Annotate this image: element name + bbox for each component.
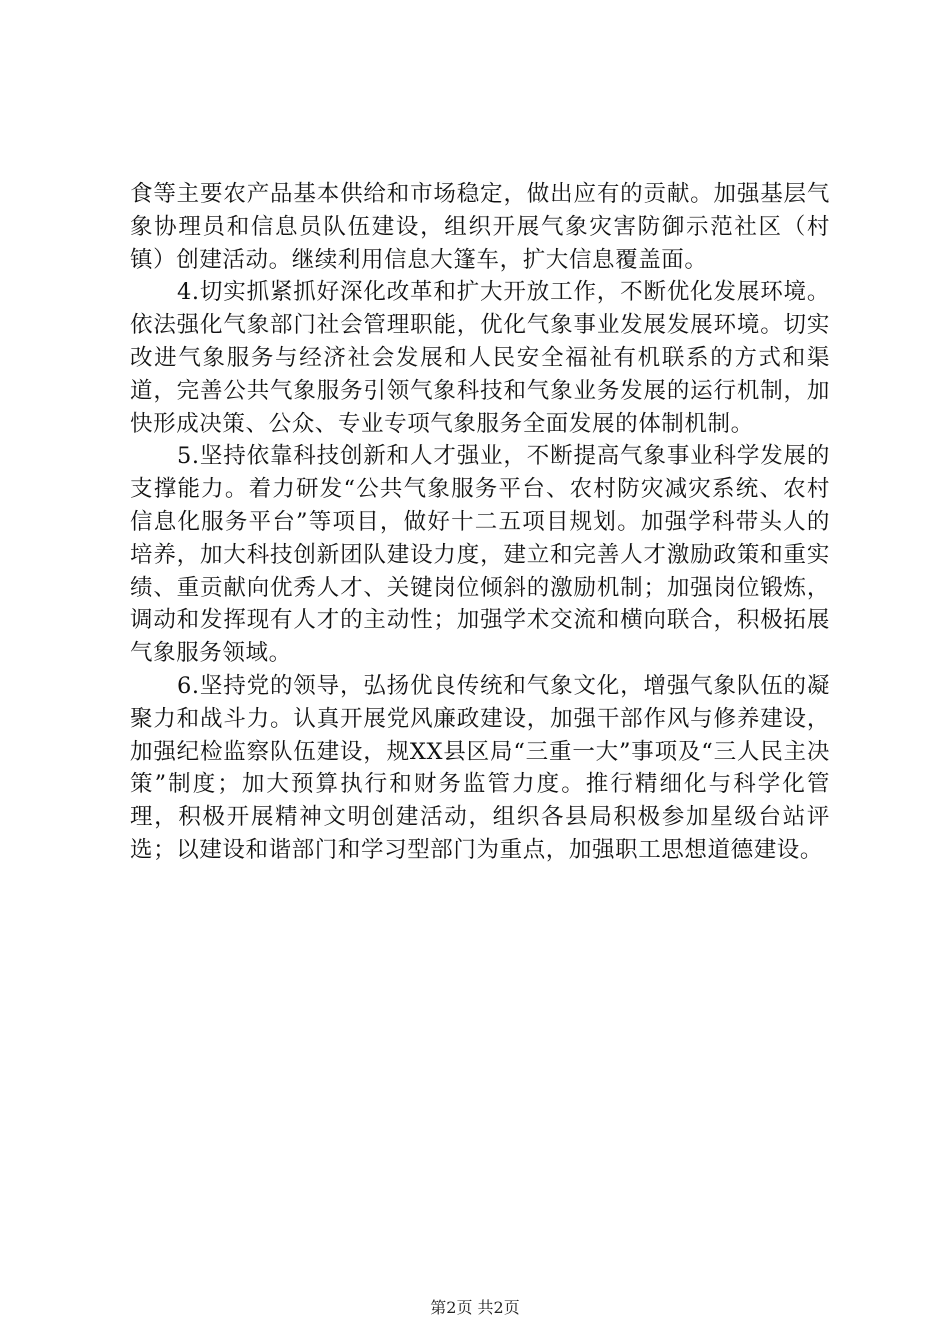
paragraph-item-4: 4.切实抓紧抓好深化改革和扩大开放工作，不断优化发展环境。依法强化气象部门社会管理职能，优化气象事业发展发展环境。切实改进气象服务与经济社会发展和人民安全福祉有机联系的方式和渠道，完善公共气象服务引领气象科技和气象业务发展的运行机制，加快形成决策、公众、专业专项气象服务全面发展的体制机制。 [130, 279, 830, 437]
paragraph-item-5: 5.坚持依靠科技创新和人才强业，不断提高气象事业科学发展的支撑能力。着力研发“公共气象服务平台、农村防灾减灾系统、农村信息化服务平台”等项目，做好十二五项目规划。加强学科带头人的培养，加大科技创新团队建设力度，建立和完善人才激励政策和重实绩、重贡献向优秀人才、关键岗位倾斜的激励机制；加强岗位锻炼，调动和发挥现有人才的主动性；加强学术交流和横向联合，积极拓展气象服务领域。 [130, 443, 830, 667]
paragraph-continuation: 食等主要农产品基本供给和市场稳定，做出应有的贡献。加强基层气象协理员和信息员队伍建设，组织开展气象灾害防御示范社区（村镇）创建活动。继续利用信息大篷车，扩大信息覆盖面。 [130, 181, 830, 273]
document-body [130, 178, 830, 867]
paragraph-item-6: 6.坚持党的领导，弘扬优良传统和气象文化，增强气象队伍的凝聚力和战斗力。认真开展党风廉政建设，加强干部作风与修养建设，加强纪检监察队伍建设，规XX县区局“三重一大”事项及“三人民主决策”制度；加大预算执行和财务监管力度。推行精细化与科学化管理，积极开展精神文明创建活动，组织各县局积极参加星级台站评选；以建设和谐部门和学习型部门为重点，加强职工思想道德建设。 [130, 672, 830, 863]
page-number-footer: 第2页 共2页 [430, 1298, 520, 1317]
